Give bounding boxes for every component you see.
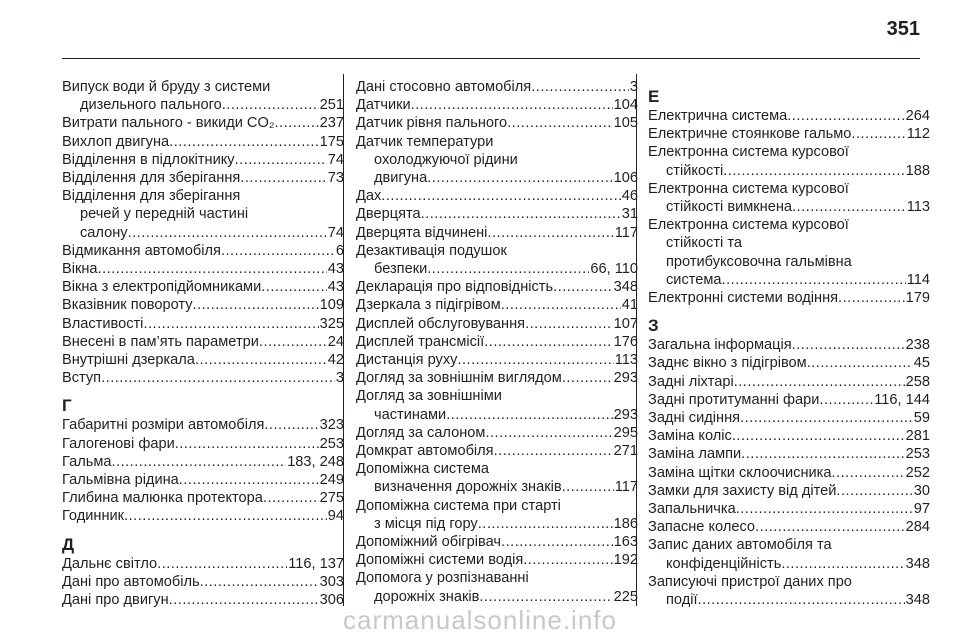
index-entry	[648, 573, 930, 609]
index-entry	[356, 187, 638, 205]
index-entry	[648, 354, 930, 372]
dot-leader	[427, 260, 589, 278]
index-entry-text: Датчик рівня пального	[356, 115, 508, 132]
dot-leader	[221, 242, 335, 260]
index-page-ref: 192	[613, 552, 638, 569]
index-page-ref: 183, 248	[287, 453, 344, 470]
index-entry	[648, 373, 930, 391]
index-entry	[62, 169, 344, 187]
index-page-ref: 323	[319, 417, 344, 434]
dot-leader	[478, 515, 613, 533]
index-entry-text: речей у передній частині	[80, 206, 249, 223]
index-entry-text: Вказівник повороту	[62, 297, 193, 314]
dot-leader	[264, 416, 318, 434]
dot-leader	[781, 555, 904, 573]
index-entry	[62, 278, 344, 296]
index-page-ref: 253	[905, 446, 930, 463]
index-entry-text: Догляд за зовнішніми	[356, 388, 502, 405]
index-page-ref: 295	[613, 424, 638, 441]
index-entry-text: Декларація про відповідність	[356, 279, 554, 296]
index-page-ref: 113	[906, 199, 930, 216]
index-entry-text: дизельного пального	[80, 97, 222, 114]
index-entry	[356, 96, 638, 114]
dot-leader	[179, 471, 319, 489]
index-entry-text: стійкості та	[666, 235, 742, 252]
index-entry-text: конфіденційність	[666, 555, 782, 572]
index-entry	[356, 551, 638, 569]
dot-leader	[446, 406, 612, 424]
index-entry-text: система	[666, 271, 722, 288]
index-entry-text: Допоміжна система	[356, 461, 489, 478]
index-entry	[648, 391, 930, 409]
index-page-ref: 348	[905, 592, 930, 609]
dot-leader	[427, 169, 612, 187]
index-entry-text: охолоджуючої рідини	[374, 151, 518, 168]
index-page-ref: 104	[613, 97, 638, 114]
dot-leader	[732, 427, 905, 445]
index-entry-text: Догляд за зовнішнім виглядом	[356, 370, 562, 387]
dot-leader	[421, 205, 621, 223]
index-page-ref: 97	[913, 501, 930, 518]
index-entry-text: визначення дорожніх знаків	[374, 479, 562, 496]
index-page-ref: 275	[319, 490, 344, 507]
index-entry-text: Заднє вікно з підігрівом	[648, 355, 807, 372]
index-entry-text: Дальнє світло	[62, 555, 158, 572]
dot-leader	[851, 125, 905, 143]
dot-leader	[501, 296, 621, 314]
index-entry-text: Дані про автомобіль	[62, 573, 200, 590]
column-divider	[636, 74, 637, 606]
dot-leader	[101, 369, 335, 387]
index-letter-heading: Г	[62, 396, 72, 416]
dot-leader	[525, 315, 613, 333]
index-entry-text: Вікна з електропідйомниками	[62, 279, 262, 296]
index-page-ref: 3	[335, 370, 344, 387]
index-entry-text: Відділення для зберігання	[62, 170, 241, 187]
index-page-ref: 24	[327, 333, 344, 350]
index-entry	[356, 497, 638, 533]
dot-leader	[261, 278, 327, 296]
dot-leader	[494, 442, 613, 460]
index-entry-text: Задні сидіння	[648, 410, 741, 427]
index-entry-text: Дані про двигун	[62, 592, 169, 609]
dot-leader	[819, 391, 873, 409]
index-entry-text: Запальничка	[648, 501, 736, 518]
index-entry-text: події	[666, 592, 698, 609]
index-entry	[356, 333, 638, 351]
dot-leader	[222, 96, 319, 114]
index-entry-text: Габаритні розміри автомобіля	[62, 417, 265, 434]
dot-leader	[479, 588, 612, 606]
index-letter-heading: З	[648, 316, 659, 336]
index-entry	[356, 569, 638, 605]
index-entry-text: Гальмівна рідина	[62, 472, 179, 489]
dot-leader	[263, 489, 319, 507]
index-entry-text: Дисплей обслуговування	[356, 315, 526, 332]
index-entry	[62, 315, 344, 333]
index-entry-text: Дверцята відчинені	[356, 224, 488, 241]
index-entry	[648, 143, 930, 179]
column-divider	[343, 74, 344, 606]
index-entry	[62, 187, 344, 242]
index-entry-text: Витрати пального - викиди CO₂	[62, 115, 275, 132]
index-page-ref: 252	[905, 464, 930, 481]
index-entry-text: частинами	[374, 406, 447, 423]
index-entry	[648, 445, 930, 463]
index-entry	[62, 78, 344, 114]
index-entry	[356, 296, 638, 314]
index-entry	[648, 125, 930, 143]
index-page-ref: 30	[913, 482, 930, 499]
index-entry	[62, 114, 344, 132]
index-entry-text: Електронна система курсової	[648, 217, 849, 234]
index-entry	[62, 416, 344, 434]
index-entry	[356, 133, 638, 188]
index-page-ref: 94	[327, 508, 344, 525]
index-page-ref: 116, 137	[288, 555, 344, 572]
index-page-ref: 264	[905, 108, 930, 124]
dot-leader	[275, 114, 319, 132]
index-entry	[356, 424, 638, 442]
index-page-ref: 281	[905, 428, 930, 445]
index-entry-text: Дистанція руху	[356, 352, 458, 369]
index-entry-text: Електронна система курсової	[648, 144, 849, 161]
index-page-ref: 116, 144	[874, 391, 930, 408]
dot-leader	[562, 369, 613, 387]
dot-leader	[175, 435, 319, 453]
index-page-ref: 46	[621, 188, 638, 205]
dot-leader	[157, 555, 287, 573]
index-page-ref: 271	[613, 443, 638, 460]
index-entry-text: Внесені в пам’ять параметри	[62, 333, 259, 350]
index-entry	[62, 369, 344, 387]
index-entry-text: Задні ліхтарі	[648, 373, 734, 390]
index-page-ref: 117	[614, 479, 638, 496]
dot-leader	[507, 114, 613, 132]
index-page-ref: 176	[613, 333, 638, 350]
index-entry-text: Допоміжні системи водія	[356, 552, 524, 569]
index-entry	[62, 555, 344, 573]
dot-leader	[831, 464, 904, 482]
index-entry	[62, 242, 344, 260]
index-letter-heading: Д	[62, 534, 75, 554]
index-page-ref: 73	[327, 170, 344, 187]
index-entry	[648, 518, 930, 536]
index-page-ref: 175	[319, 133, 344, 150]
dot-leader	[111, 453, 286, 471]
index-page-ref: 306	[319, 592, 344, 609]
dot-leader	[98, 260, 327, 278]
index-entry	[648, 289, 930, 307]
dot-leader	[484, 333, 612, 351]
index-entry	[356, 460, 638, 496]
index-entry-text: Загальна інформація	[648, 337, 792, 354]
index-entry-text: Відмикання автомобіля	[62, 242, 221, 259]
index-entry-text: з місця під гору	[374, 515, 478, 532]
dot-leader	[836, 482, 912, 500]
index-page-ref: 225	[613, 588, 638, 605]
dot-leader	[838, 289, 905, 307]
index-entry-text: Внутрішні дзеркала	[62, 352, 195, 369]
index-entry	[62, 507, 344, 525]
index-entry-text: Електрична система	[648, 108, 788, 124]
dot-leader	[792, 336, 905, 354]
index-page-ref: 163	[613, 534, 638, 551]
index-entry	[62, 151, 344, 169]
dot-leader	[723, 162, 904, 180]
index-column-2	[356, 78, 638, 606]
dot-leader	[143, 315, 318, 333]
index-entry	[648, 427, 930, 445]
index-entry	[356, 442, 638, 460]
index-entry	[62, 296, 344, 314]
index-entry	[62, 573, 344, 591]
index-entry-text: Галогенові фари	[62, 435, 175, 452]
dot-leader	[755, 518, 905, 536]
dot-leader	[501, 533, 613, 551]
dot-leader	[381, 187, 620, 205]
index-page-ref: 74	[327, 151, 344, 168]
index-page-ref: 117	[614, 224, 638, 241]
index-entry-text: Електронна система курсової	[648, 180, 849, 197]
dot-leader	[485, 424, 612, 442]
index-entry	[356, 224, 638, 242]
dot-leader	[722, 271, 906, 289]
dot-leader	[195, 351, 327, 369]
index-entry-text: Дах	[356, 188, 382, 205]
index-entry-text: Годинник	[62, 508, 125, 525]
index-entry	[648, 409, 930, 427]
index-page-ref: 114	[906, 271, 930, 288]
index-page-ref: 258	[905, 373, 930, 390]
index-page-ref: 179	[905, 290, 930, 307]
index-page-ref: 293	[613, 370, 638, 387]
dot-leader	[740, 409, 913, 427]
index-page-ref: 188	[905, 162, 930, 179]
dot-leader	[457, 351, 613, 369]
index-entry-text: Вікна	[62, 261, 98, 278]
index-entry-text: дорожніх знаків	[374, 588, 480, 605]
dot-leader	[193, 296, 319, 314]
index-entry-text: Вихлоп двигуна	[62, 133, 170, 150]
index-page-ref: 249	[319, 472, 344, 489]
index-page-ref: 74	[327, 224, 344, 241]
index-entry	[356, 205, 638, 223]
dot-leader	[240, 169, 326, 187]
index-page-ref: 112	[906, 126, 930, 143]
header-rule	[62, 58, 920, 59]
index-entry-text: Домкрат автомобіля	[356, 443, 494, 460]
index-page-ref: 253	[319, 435, 344, 452]
index-entry-text: Відділення в підлокітнику	[62, 151, 235, 168]
index-page-ref: 106	[613, 170, 638, 187]
dot-leader	[487, 224, 613, 242]
index-entry-text: стійкості вимкнена	[666, 199, 792, 216]
index-page-ref: 303	[319, 573, 344, 590]
index-entry-text: протибуксовочна гальмівна	[666, 253, 852, 270]
index-page-ref: 3	[629, 79, 638, 95]
dot-leader	[741, 445, 904, 463]
index-entry	[648, 180, 930, 216]
index-entry-text: безпеки	[374, 261, 428, 278]
index-page-ref: 66, 110	[590, 261, 638, 278]
index-page-ref: 31	[621, 206, 638, 223]
index-entry-text: Дверцята	[356, 206, 421, 223]
index-entry-text: Датчики	[356, 97, 411, 114]
index-entry	[648, 500, 930, 518]
index-page-ref: 238	[905, 337, 930, 354]
dot-leader	[553, 278, 613, 296]
index-page-ref: 186	[613, 515, 638, 532]
index-entry	[62, 471, 344, 489]
dot-leader	[169, 133, 318, 151]
index-entry	[648, 464, 930, 482]
index-entry-text: Відділення для зберігання	[62, 188, 241, 205]
dot-leader	[200, 573, 319, 591]
index-page-ref: 109	[319, 297, 344, 314]
dot-leader	[734, 373, 905, 391]
index-entry	[62, 133, 344, 151]
index-entry-text: Допоміжна система при старті	[356, 497, 561, 514]
index-entry	[356, 369, 638, 387]
index-entry	[356, 387, 638, 423]
index-entry	[356, 351, 638, 369]
index-entry-text: Глибина малюнка протектора	[62, 490, 263, 507]
index-page-ref: 284	[905, 519, 930, 536]
index-entry-text: салону	[80, 224, 128, 241]
index-entry-text: Дзеркала з підігрівом	[356, 297, 501, 314]
index-entry-text: Дезактивація подушок	[356, 242, 507, 259]
index-entry	[356, 278, 638, 296]
index-entry	[648, 482, 930, 500]
index-entry-text: стійкості	[666, 162, 724, 179]
index-page-ref: 237	[319, 115, 344, 132]
index-entry-text: Допомога у розпізнаванні	[356, 570, 529, 587]
index-entry	[62, 435, 344, 453]
index-entry-text: Запасне колесо	[648, 519, 756, 536]
index-page-ref: 43	[327, 261, 344, 278]
index-entry-text: Гальма	[62, 453, 112, 470]
index-entry-text: двигуна	[374, 170, 428, 187]
index-entry-text: Електричне стоянкове гальмо	[648, 126, 852, 143]
index-letter-heading: Е	[648, 87, 660, 106]
index-page-ref: 113	[614, 352, 638, 369]
dot-leader	[128, 224, 327, 242]
dot-leader	[807, 354, 913, 372]
index-entry	[648, 536, 930, 572]
index-page-ref: 6	[335, 242, 344, 259]
index-entry-text: Запис даних автомобіля та	[648, 537, 832, 554]
index-entry-text: Властивості	[62, 315, 144, 332]
index-entry	[62, 351, 344, 369]
dot-leader	[235, 151, 327, 169]
index-entry-text: Догляд за салоном	[356, 424, 486, 441]
dot-leader	[736, 500, 913, 518]
index-column-3	[648, 78, 930, 609]
index-page-ref: 348	[905, 555, 930, 572]
index-entry-text: Випуск води й бруду з системи	[62, 79, 271, 95]
index-page-ref: 107	[613, 315, 638, 332]
index-page-ref: 42	[327, 352, 344, 369]
index-entry-text: Заміна лампи	[648, 446, 742, 463]
index-entry	[62, 453, 344, 471]
index-page-ref: 45	[913, 355, 930, 372]
dot-leader	[562, 478, 614, 496]
index-entry-text: Заміна коліс	[648, 428, 732, 445]
watermark: carmanualsonline.info	[343, 605, 617, 635]
index-page-ref: 251	[319, 97, 344, 114]
index-entry-text: Допоміжний обігрівач	[356, 534, 502, 551]
index-page-ref: 105	[613, 115, 638, 132]
dot-leader	[787, 107, 904, 125]
index-page-ref: 325	[319, 315, 344, 332]
index-page-ref: 293	[613, 406, 638, 423]
dot-leader	[411, 96, 613, 114]
dot-leader	[531, 78, 629, 96]
index-entry	[356, 114, 638, 132]
index-entry	[356, 78, 638, 96]
index-entry	[648, 107, 930, 125]
dot-leader	[124, 507, 327, 525]
page-number: 351	[886, 18, 920, 40]
index-entry	[648, 336, 930, 354]
index-entry-text: Електронні системи водіння	[648, 290, 839, 307]
dot-leader	[792, 198, 906, 216]
index-page-ref: 41	[621, 297, 638, 314]
index-entry-text: Датчик температури	[356, 133, 494, 150]
index-entry-text: Вступ	[62, 370, 102, 387]
index-entry-text: Заміна щітки склоочисника	[648, 464, 832, 481]
index-entry	[62, 260, 344, 278]
index-entry-text: Дисплей трансмісії	[356, 333, 485, 350]
index-entry	[356, 242, 638, 278]
index-entry-text: Задні протитуманні фари	[648, 391, 820, 408]
index-entry	[648, 216, 930, 289]
index-entry-text: Дані стосовно автомобіля	[356, 79, 532, 95]
index-entry-text: Записуючі пристрої даних про	[648, 573, 852, 590]
index-entry	[62, 489, 344, 507]
index-page-ref: 43	[327, 279, 344, 296]
index-entry	[356, 315, 638, 333]
index-page-ref: 348	[613, 279, 638, 296]
index-page-ref: 59	[913, 410, 930, 427]
index-entry-text: Замки для захисту від дітей	[648, 482, 837, 499]
index-column-1	[62, 78, 344, 609]
index-entry	[62, 333, 344, 351]
index-entry	[356, 533, 638, 551]
dot-leader	[523, 551, 612, 569]
dot-leader	[259, 333, 327, 351]
